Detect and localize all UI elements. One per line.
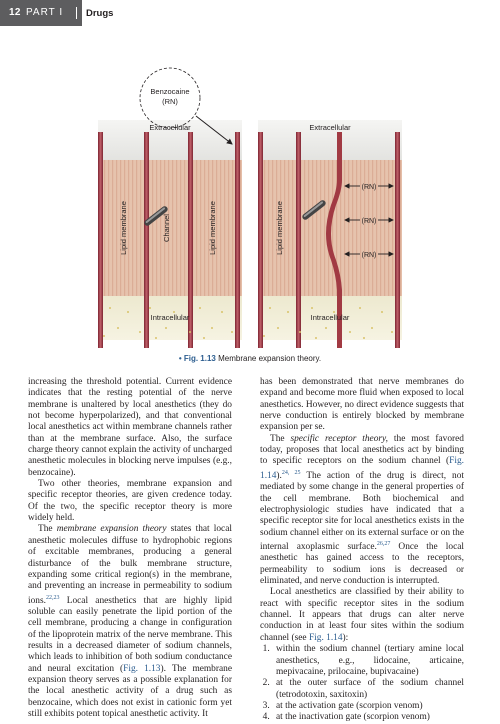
lipid-membrane-label: Lipid membrane <box>275 201 284 255</box>
benzocaine-rn-label: (RN) <box>162 97 178 106</box>
membrane-wall <box>235 132 240 348</box>
text-run: ). <box>276 470 282 481</box>
paragraph <box>28 524 232 720</box>
membrane-wall <box>258 132 263 348</box>
header-divider <box>76 7 77 19</box>
figure-link[interactable]: Fig. 1.13 <box>123 663 161 674</box>
paragraph <box>260 587 464 644</box>
site-list <box>260 644 464 723</box>
text-run: Once the local anesthetic has gained access to the receptors, permeability to sodium ions is decreased or eliminated, and nerve conduction is interrupted. <box>260 542 464 587</box>
rn-label: (RN) <box>361 218 377 225</box>
emphasis: membrane expansion theory <box>56 524 167 535</box>
extracellular-label: Extracellular <box>149 123 191 132</box>
rn-label: (RN) <box>361 252 377 259</box>
lipid-membrane-label: Lipid membrane <box>208 201 217 255</box>
figure-link[interactable]: Fig. 1.14 <box>308 632 343 643</box>
channel-wall <box>296 132 301 348</box>
intracellular-label: Intracellular <box>150 313 190 322</box>
figure-number: • Fig. 1.13 <box>178 354 216 363</box>
text-run: states that local anesthetic molecules diffuse to hydrophobic regions of excitable membranes, producing a general disturbance of the bulk membrane structure, expanding some critical region(s) in the membrane, and preventing an increase in permeability to sodium ions. <box>28 524 232 606</box>
text-run: Local anesthetics that are highly lipid soluble can easily penetrate the lipid portion of the cell membrane, producing a change in configuration of the lipoprotein matrix of the nerve membrane. This results in a decreased diameter of sodium channels, which leads to inhibition of both sodium conductance and neural excitation ( <box>28 595 232 674</box>
text-run: The <box>270 433 291 444</box>
paragraph <box>260 434 464 588</box>
citation-link[interactable]: 26,27 <box>376 540 391 547</box>
channel-wall <box>144 132 149 348</box>
figure-link[interactable]: Fig. 1.14 <box>260 456 464 481</box>
list-item: 2. at the outer surface of the sodium channel (tetrodotoxin, saxitoxin) <box>272 678 464 701</box>
running-header <box>0 0 500 26</box>
list-item: 1. within the sodium channel (tertiary amine local anesthetics, e.g., lidocaine, articaine, mepivacaine, prilocaine, bupivacaine) <box>272 644 464 678</box>
paragraph: has been demonstrated that nerve membranes do expand and become more fluid when exposed to local anesthetics. However, no direct evidence suggests that nerve conduction is entirely blocked by membrane expansion per se. <box>260 377 464 433</box>
list-item: 4. at the inactivation gate (scorpion venom) <box>272 712 464 723</box>
channel-label: Channel <box>162 214 171 242</box>
citation-link[interactable]: 22,23 <box>45 594 60 601</box>
membrane-expansion-figure <box>0 40 500 360</box>
text-run: Local anesthetics are classified by their ability to react with specific receptor sites in the sodium channel. It appears that drugs can alter nerve conduction in at least four sites within the sodium channel (see <box>260 587 464 643</box>
intracellular-label: Intracellular <box>310 313 350 322</box>
text-run: The <box>38 524 57 535</box>
membrane-wall <box>395 132 400 348</box>
emphasis: specific receptor theory, <box>290 433 389 444</box>
lipid-membrane-label: Lipid membrane <box>119 201 128 255</box>
paragraph: increasing the threshold potential. Current evidence indicates that the resting potential of the nerve membrane is unaltered by local anesthetics (they do not become hyperpolarized), and that conventional local anesthetics act within membrane channels rather than at the membrane surface. Also, the surface charge theory cannot explain the activity of uncharged anesthetic molecules in blocking nerve impulses (e.g., benzocaine). <box>28 377 233 478</box>
extracellular-label: Extracellular <box>309 123 351 132</box>
left-column <box>28 377 232 720</box>
part-label: PART I <box>26 7 64 18</box>
benzocaine-label: Benzocaine <box>150 87 190 96</box>
citation-link[interactable]: 24, 25 <box>281 469 301 476</box>
figure-svg <box>0 40 500 360</box>
membrane-wall <box>98 132 103 348</box>
list-item: 3. at the activation gate (scorpion venom) <box>272 701 464 712</box>
right-column <box>260 377 464 724</box>
paragraph: Two other theories, membrane expansion and specific receptor theories, are given credence today. Of the two, the specific receptor theory is more widely held. <box>28 479 232 524</box>
figure-caption <box>0 354 500 363</box>
text-run: ). The membrane expansion theory serves as a possible explanation for the local anesthetic activity of a drug such as benzocaine, which does not exist in cationic form yet still exhibits potent topical anesthetic activity. It <box>28 663 233 720</box>
text-run: the most favored today, proposes that local anesthetics act by binding to specific receptors on the sodium channel ( <box>260 433 464 467</box>
text-run: The action of the drug is direct, not mediated by some change in the general properties of the cell membrane. Both biochemical and electrophysiologic studies have indicated that a specific receptor site for local anesthetics exists in the sodium channel either on its external surface or on the internal axoplasmic surface. <box>260 470 464 553</box>
rn-label: (RN) <box>361 184 377 191</box>
section-title: Drugs <box>86 8 114 19</box>
text-run: ): <box>342 632 349 643</box>
figure-caption-text: Membrane expansion theory. <box>215 354 322 363</box>
page-number: 12 <box>9 7 21 18</box>
